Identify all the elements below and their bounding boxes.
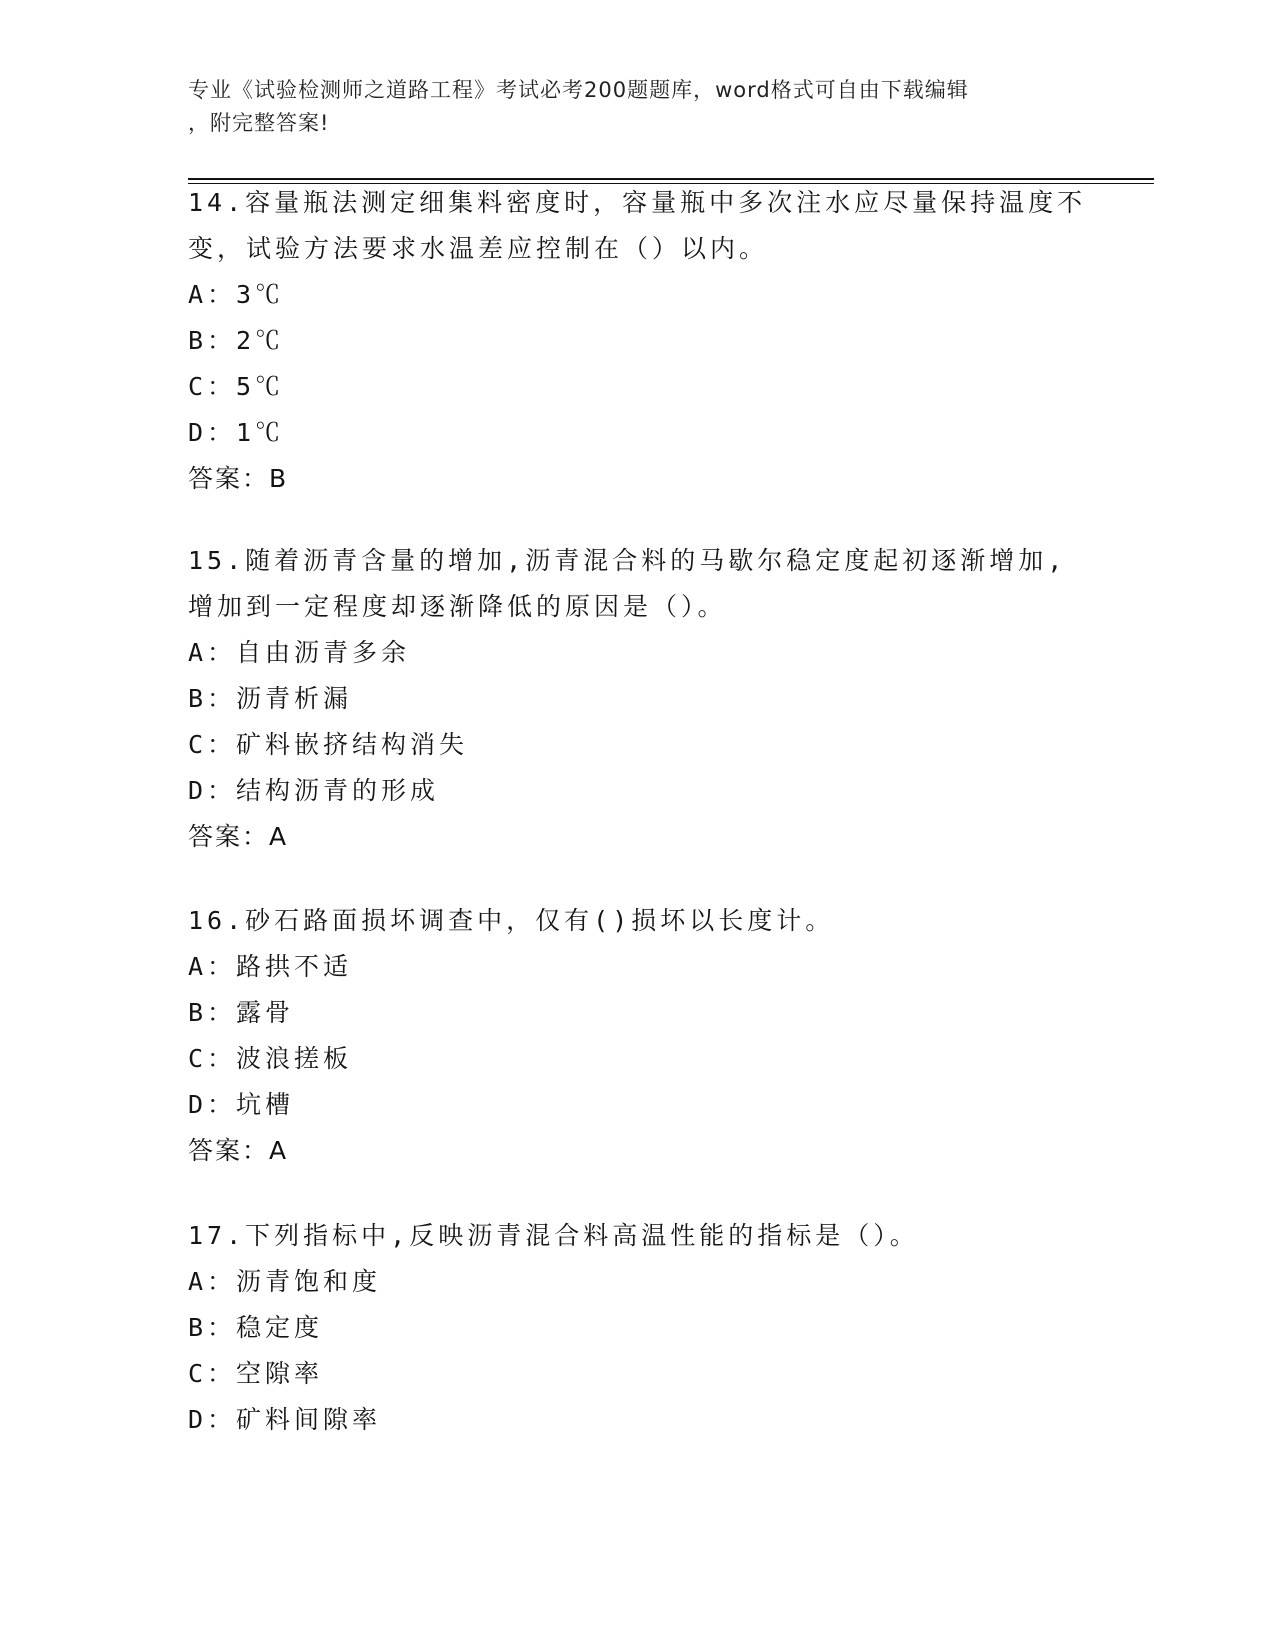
question-17 — [188, 1213, 1088, 1443]
header-intro-line-2: ，附完整答案! — [188, 111, 330, 135]
option-a: A：沥青饱和度 — [188, 1267, 382, 1296]
answer-label: 答案：A — [188, 822, 289, 851]
question-stem: 17.下列指标中,反映沥青混合料高温性能的指标是（）。 — [188, 1221, 919, 1250]
option-a: A：3℃ — [188, 280, 285, 309]
option-a: A：自由沥青多余 — [188, 638, 411, 667]
option-c: C：空隙率 — [188, 1359, 324, 1388]
option-d: D：结构沥青的形成 — [188, 776, 440, 805]
question-stem: 16.砂石路面损坏调查中，仅有()损坏以长度计。 — [188, 906, 835, 935]
option-d: D：矿料间隙率 — [188, 1405, 382, 1434]
option-b: B：沥青析漏 — [188, 684, 353, 713]
question-16 — [188, 898, 1088, 1174]
header-intro-line-1: 专业《试验检测师之道路工程》考试必考200题题库，word格式可自由下载编辑 — [188, 78, 969, 102]
option-b: B：稳定度 — [188, 1313, 324, 1342]
option-d: D：1℃ — [188, 418, 285, 447]
option-d: D：坑槽 — [188, 1090, 295, 1119]
answer-label: 答案：B — [188, 464, 289, 493]
question-stem: 14.容量瓶法测定细集料密度时，容量瓶中多次注水应尽量保持温度不变，试验方法要求水温差应控制在（）以内。 — [188, 188, 1087, 263]
option-c: C：矿料嵌挤结构消失 — [188, 730, 469, 759]
option-c: C：波浪搓板 — [188, 1044, 353, 1073]
answer-label: 答案：A — [188, 1136, 289, 1165]
option-b: B：2℃ — [188, 326, 285, 355]
option-c: C：5℃ — [188, 372, 285, 401]
question-15 — [188, 538, 1088, 860]
document-header — [188, 74, 1068, 140]
option-a: A：路拱不适 — [188, 952, 353, 981]
question-stem: 15.随着沥青含量的增加,沥青混合料的马歇尔稳定度起初逐渐增加,增加到一定程度却逐渐降低的原因是（）。 — [188, 546, 1067, 621]
option-b: B：露骨 — [188, 998, 295, 1027]
question-14 — [188, 180, 1088, 502]
